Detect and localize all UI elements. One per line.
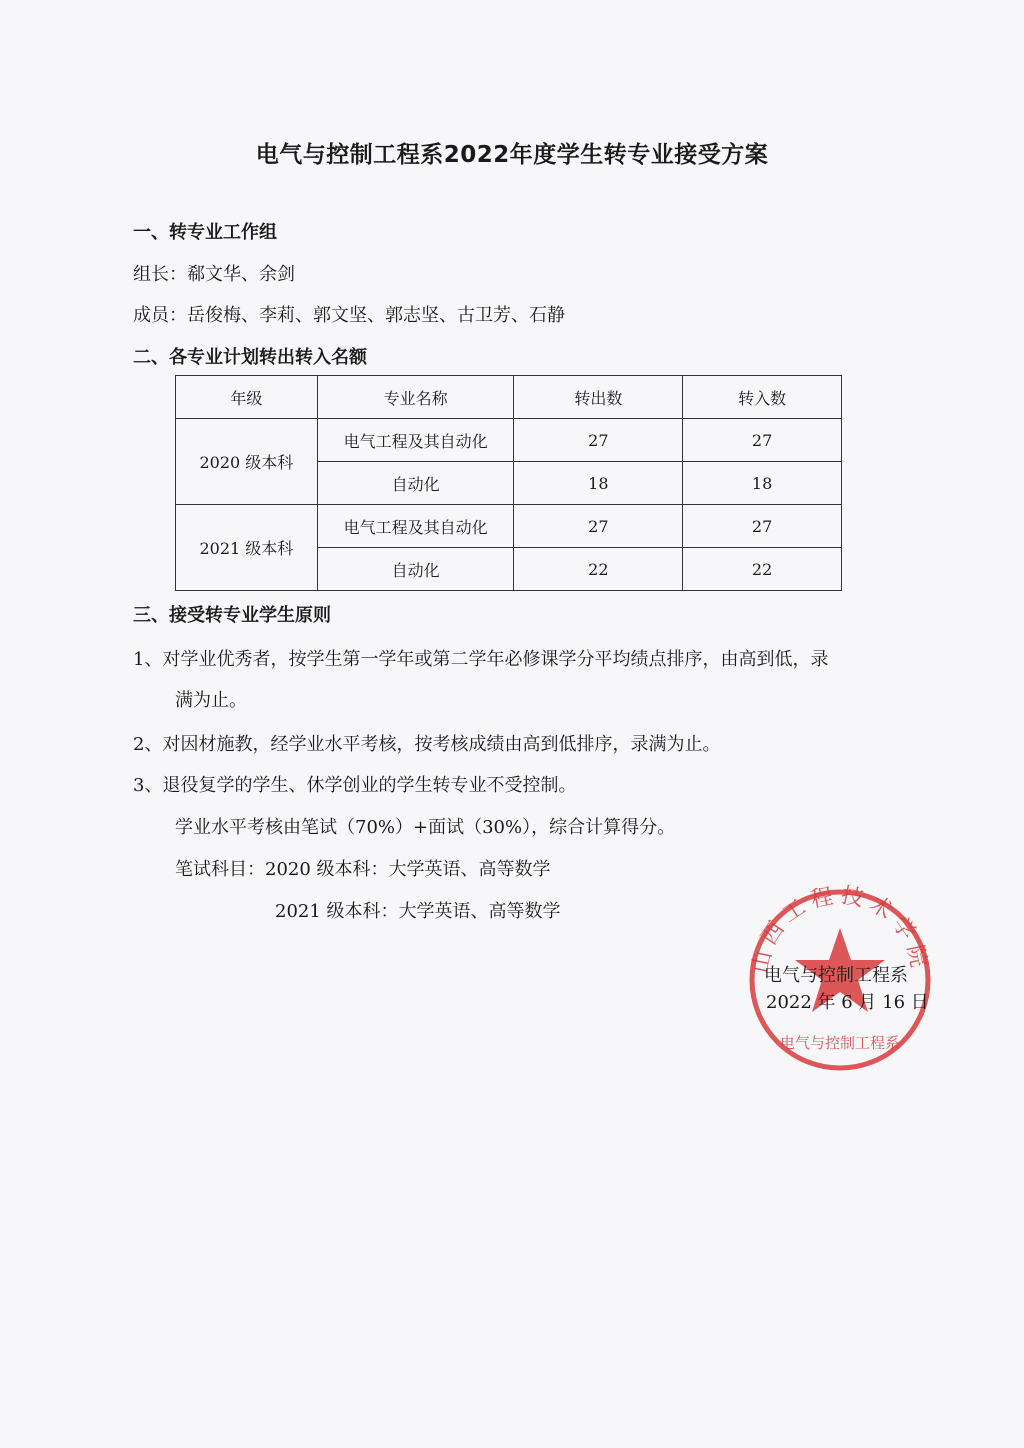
header-major: 专业名称 (317, 376, 514, 419)
header-out: 转出数 (514, 376, 683, 419)
in-cell: 27 (683, 505, 842, 548)
out-cell: 22 (514, 548, 683, 591)
principle-1-line1: 1、对学业优秀者，按学生第一学年或第二学年必修课学分平均绩点排序，由高到低，录 (133, 649, 829, 670)
svg-text:山西工程技术学院: 山西工程技术学院 (748, 883, 932, 976)
signature-department: 电气与控制工程系 (764, 965, 908, 986)
page-title: 电气与控制工程系2022年度学生转专业接受方案 (255, 142, 769, 168)
signature-date: 2022 年 6 月 16 日 (766, 992, 929, 1013)
in-cell: 18 (683, 462, 842, 505)
assessment-note: 学业水平考核由笔试（70%）+面试（30%），综合计算得分。 (175, 817, 676, 838)
out-cell: 27 (514, 419, 683, 462)
quota-table (175, 375, 842, 591)
out-cell: 18 (514, 462, 683, 505)
table-header-row (176, 376, 842, 419)
in-cell: 27 (683, 419, 842, 462)
major-cell: 电气工程及其自动化 (317, 419, 514, 462)
table-row (176, 419, 842, 462)
header-grade: 年级 (176, 376, 318, 419)
section3-heading: 三、接受转专业学生原则 (133, 605, 331, 626)
exam-subjects-2021: 2021 级本科：大学英语、高等数学 (275, 901, 561, 922)
group-leader: 组长：郗文华、余剑 (133, 264, 295, 285)
grade-cell: 2021 级本科 (176, 505, 318, 591)
header-in: 转入数 (683, 376, 842, 419)
exam-subjects-2020: 笔试科目：2020 级本科：大学英语、高等数学 (175, 859, 551, 880)
grade-cell: 2020 级本科 (176, 419, 318, 505)
section1-heading: 一、转专业工作组 (133, 222, 277, 243)
principle-2: 2、对因材施教，经学业水平考核，按考核成绩由高到低排序，录满为止。 (133, 734, 721, 755)
table-row (176, 505, 842, 548)
principle-1-line2: 满为止。 (175, 690, 247, 711)
group-members: 成员：岳俊梅、李莉、郭文坚、郭志坚、古卫芳、石静 (133, 305, 565, 326)
major-cell: 自动化 (317, 462, 514, 505)
major-cell: 电气工程及其自动化 (317, 505, 514, 548)
in-cell: 22 (683, 548, 842, 591)
svg-text:电气与控制工程系: 电气与控制工程系 (779, 1034, 901, 1052)
major-cell: 自动化 (317, 548, 514, 591)
section2-heading: 二、各专业计划转出转入名额 (133, 347, 367, 368)
principle-3: 3、退役复学的学生、休学创业的学生转专业不受控制。 (133, 775, 577, 796)
out-cell: 27 (514, 505, 683, 548)
